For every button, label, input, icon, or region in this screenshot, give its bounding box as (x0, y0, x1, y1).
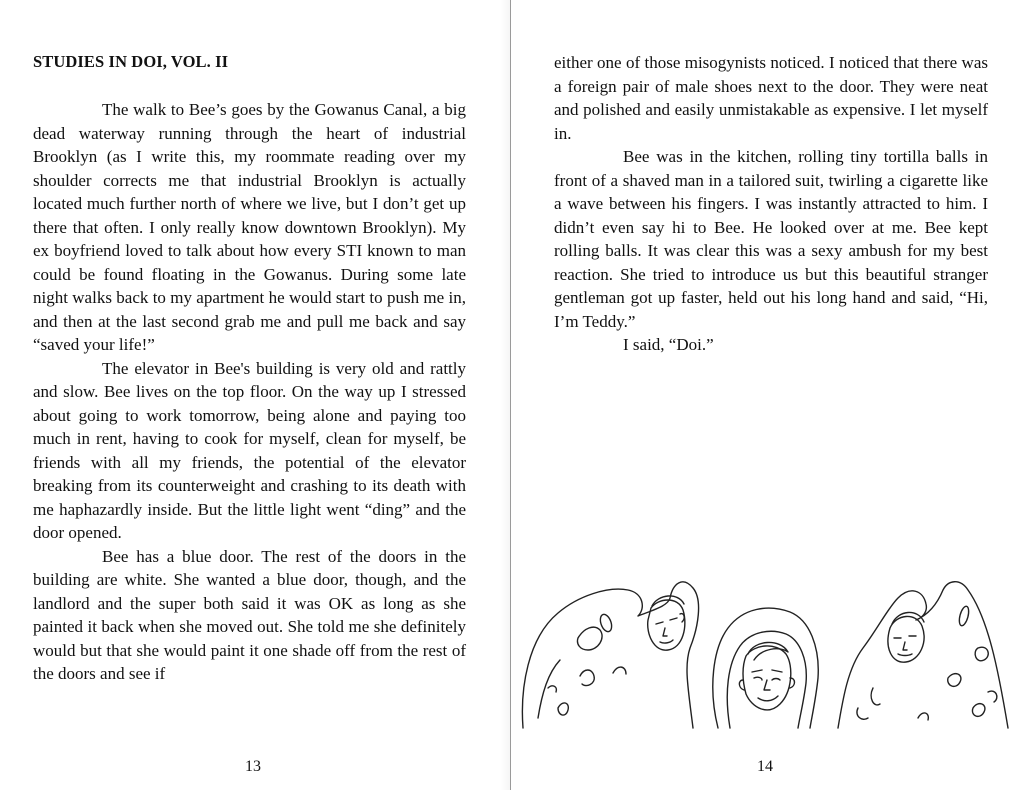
page-number: 13 (245, 758, 261, 775)
running-title: STUDIES IN DOI, VOL. II (33, 52, 229, 71)
paragraph: Bee has a blue door. The rest of the doors in the building are white. She wanted a blue door, though, and the landlord and the super both said it was OK as long as she painted it back when she moved out. She told me she definitely would but that she would paint it one shade off from the rest of the doors and see if (33, 546, 466, 683)
right-page-text (554, 51, 988, 357)
gutter-shadow (500, 0, 510, 790)
paragraph: I said, “Doi.” (623, 335, 714, 354)
left-page-text (33, 98, 466, 686)
left-page (0, 0, 510, 790)
center-figure (713, 608, 818, 728)
right-blob-figure (838, 582, 1008, 728)
paragraph: The elevator in Bee's building is very old and rattly and slow. Bee lives on the top floor. On the way up I stressed about going to work tomorrow, being alone and paying too much in rent, having to cook for myself, clean for myself, be friends with all my friends, the potential of the elevator breaking from its counterweight and crashing to its death with me haphazardly inside. But the little light went “ding” and the door opened. (33, 358, 466, 542)
paragraph: The walk to Bee’s goes by the Gowanus Canal, a big dead waterway running through the heart of industrial Brooklyn (as I write this, my roommate reading over my shoulder corrects me that industrial Brooklyn is actually located much further north of where we live, but I don’t get up there that often. I only really know downtown Brooklyn). My ex boyfriend loved to talk about how every STI known to man could be found floating in the Gowanus. During some late night walks back to my apartment he would start to push me in, and then at the last second grab me and pull me back and say “saved your life!” (33, 100, 466, 354)
paragraph: Bee was in the kitchen, rolling tiny tortilla balls in front of a shaved man in a tailored suit, twirling a cigarette like a wave between his fingers. I was instantly attracted to him. I didn’t even say hi to Bee. He looked over at me. Bee kept rolling balls. It was clear this was a sexy ambush for my best reaction. She tried to introduce us but this beautiful stranger gentleman got up faster, held out his long hand and said, “Hi, I’m Teddy.” (554, 147, 988, 331)
paragraph-continuation: either one of those misogynists noticed. I noticed that there was a foreign pair of male shoes next to the door. They were neat and polished and easily unmistakable as expensive. I let myself in. (554, 53, 988, 143)
characters-illustration (518, 568, 1023, 730)
page-number: 14 (757, 758, 773, 775)
left-blob-figure (522, 582, 698, 728)
